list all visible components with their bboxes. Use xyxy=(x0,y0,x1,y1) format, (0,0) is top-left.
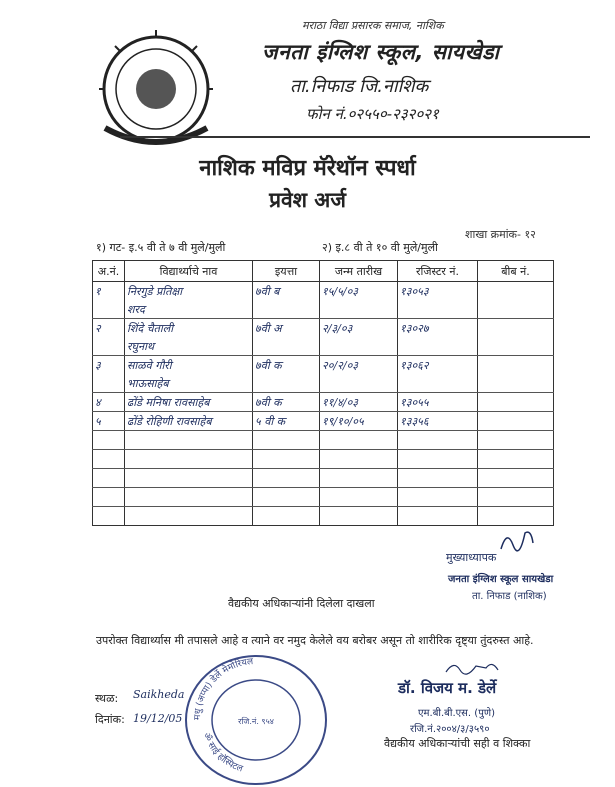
doctor-name: डॉ. विजय म. डेर्ले xyxy=(398,679,497,697)
table-header: विद्यार्थ्याचे नाव xyxy=(125,261,253,282)
date-value: 19/12/05 xyxy=(133,712,183,725)
table-cell: ११/४/०३ xyxy=(320,393,398,412)
headmaster-signature xyxy=(497,525,537,555)
table-cell xyxy=(478,393,554,412)
table-cell xyxy=(478,300,554,319)
table-cell: १ xyxy=(93,282,125,301)
svg-text:मधु (अप्पा) डेर्ले मेमोरियल: मधु (अप्पा) डेर्ले मेमोरियल xyxy=(192,657,254,721)
table-cell: ५ xyxy=(93,412,125,431)
header-divider xyxy=(120,136,590,138)
table-cell: ७वी अ xyxy=(253,319,320,338)
group-one: १) गट- इ.५ वी ते ७ वी मुले/मुली xyxy=(96,241,226,254)
table-cell xyxy=(398,450,478,469)
table-cell xyxy=(125,469,253,488)
table-header: जन्म तारीख xyxy=(320,261,398,282)
table-cell xyxy=(478,507,554,526)
table-header: अ.नं. xyxy=(93,261,125,282)
table-cell xyxy=(320,374,398,393)
table-row xyxy=(93,374,554,393)
doctor-registration: रजि.नं.२००४/३/३५९० xyxy=(410,724,490,735)
school-name: जनता इंग्लिश स्कूल, सायखेडा xyxy=(262,40,500,64)
medical-heading: वैद्यकीय अधिकाऱ्यांनी दिलेला दाखला xyxy=(228,597,375,610)
table-cell xyxy=(253,374,320,393)
table-cell: १९/१०/०५ xyxy=(320,412,398,431)
table-row xyxy=(93,412,554,431)
table-cell xyxy=(320,488,398,507)
table-cell xyxy=(478,282,554,301)
table-cell xyxy=(478,374,554,393)
headmaster-school: जनता इंग्लिश स्कूल सायखेडा xyxy=(448,574,554,585)
table-row xyxy=(93,356,554,375)
branch-code: शाखा क्रमांक- १२ xyxy=(465,228,536,241)
place-value: Saikheda xyxy=(133,688,185,701)
school-logo xyxy=(95,28,217,150)
table-row xyxy=(93,507,554,526)
table-row xyxy=(93,431,554,450)
table-row xyxy=(93,282,554,301)
table-cell xyxy=(398,507,478,526)
table-header: रजिस्टर नं. xyxy=(398,261,478,282)
table-cell xyxy=(398,300,478,319)
table-cell xyxy=(93,300,125,319)
table-cell xyxy=(125,507,253,526)
table-row xyxy=(93,319,554,338)
school-phone: फोन नं.०२५५०-२३२०२१ xyxy=(306,105,439,123)
table-cell xyxy=(478,488,554,507)
table-cell xyxy=(93,488,125,507)
table-cell xyxy=(253,507,320,526)
signature-caption: वैद्यकीय अधिकाऱ्यांची सही व शिक्का xyxy=(384,737,531,750)
table-row xyxy=(93,337,554,356)
doctor-degree: एम.बी.बी.एस. (पुणे) xyxy=(418,708,496,719)
table-cell: शिंदे चैताली xyxy=(125,319,253,338)
table-cell xyxy=(93,507,125,526)
table-cell: २/३/०३ xyxy=(320,319,398,338)
table-cell xyxy=(253,450,320,469)
svg-text:ॐ साई हॉस्पिटल: ॐ साई हॉस्पिटल xyxy=(201,731,244,775)
table-cell: ७वी क xyxy=(253,356,320,375)
table-cell: ३ xyxy=(93,356,125,375)
date-label: दिनांक: xyxy=(95,713,125,726)
table-row xyxy=(93,469,554,488)
organization-name: मराठा विद्या प्रसारक समाज, नाशिक xyxy=(302,19,444,32)
table-cell: निरगुडे प्रतिक्षा xyxy=(125,282,253,301)
table-cell xyxy=(125,450,253,469)
table-cell xyxy=(320,300,398,319)
school-place: ता.निफाड जि.नाशिक xyxy=(290,76,429,97)
table-row xyxy=(93,488,554,507)
table-cell: १३०५३ xyxy=(398,282,478,301)
table-row xyxy=(93,393,554,412)
table-cell xyxy=(253,488,320,507)
table-cell: रघुनाथ xyxy=(125,337,253,356)
table-cell xyxy=(253,337,320,356)
table-cell: शरद xyxy=(125,300,253,319)
table-cell xyxy=(478,431,554,450)
table-cell xyxy=(478,450,554,469)
table-cell xyxy=(478,356,554,375)
table-cell: १३०२७ xyxy=(398,319,478,338)
table-cell xyxy=(398,431,478,450)
table-cell: १३०६२ xyxy=(398,356,478,375)
table-cell xyxy=(93,450,125,469)
form-subtitle: प्रवेश अर्ज xyxy=(269,188,346,212)
svg-text:रजि.नं. ९५४: रजि.नं. ९५४ xyxy=(238,717,274,726)
table-cell: ढोंडे रोहिणी रावसाहेब xyxy=(125,412,253,431)
headmaster-title: मुख्याध्यापक xyxy=(446,551,497,564)
table-cell xyxy=(93,469,125,488)
table-header: इयत्ता xyxy=(253,261,320,282)
table-cell xyxy=(320,469,398,488)
table-cell: ढोंडे मनिषा रावसाहेब xyxy=(125,393,253,412)
group-two: २) इ.८ वी ते १० वी मुले/मुली xyxy=(322,241,438,254)
table-cell xyxy=(398,488,478,507)
table-cell xyxy=(478,337,554,356)
table-cell xyxy=(320,507,398,526)
table-row xyxy=(93,300,554,319)
table-cell xyxy=(478,412,554,431)
table-cell: १५/५/०३ xyxy=(320,282,398,301)
table-cell: ४ xyxy=(93,393,125,412)
table-cell xyxy=(320,431,398,450)
table-cell: १३३५६ xyxy=(398,412,478,431)
table-cell xyxy=(320,337,398,356)
doctor-signature xyxy=(442,656,502,678)
table-cell xyxy=(93,337,125,356)
table-cell xyxy=(478,469,554,488)
table-header: बीब नं. xyxy=(478,261,554,282)
table-cell: ५ वी क xyxy=(253,412,320,431)
table-cell xyxy=(398,374,478,393)
table-cell xyxy=(253,431,320,450)
table-cell: १३०५५ xyxy=(398,393,478,412)
place-label: स्थळ: xyxy=(95,692,119,705)
table-cell xyxy=(398,337,478,356)
table-cell: २०/२/०३ xyxy=(320,356,398,375)
table-cell: भाऊसाहेब xyxy=(125,374,253,393)
table-cell xyxy=(253,469,320,488)
table-cell xyxy=(320,450,398,469)
student-table xyxy=(92,260,554,526)
table-cell: ७वी ब xyxy=(253,282,320,301)
table-cell: ७वी क xyxy=(253,393,320,412)
table-cell xyxy=(93,374,125,393)
headmaster-place: ता. निफाड (नाशिक) xyxy=(472,591,547,602)
table-cell xyxy=(93,431,125,450)
table-cell xyxy=(253,300,320,319)
table-cell xyxy=(125,488,253,507)
table-cell: २ xyxy=(93,319,125,338)
table-cell xyxy=(478,319,554,338)
medical-certificate: उपरोक्त विद्यार्थ्यास मी तपासले आहे व त्याने वर नमुद केलेले वय बरोबर असून तो शारीरिक दृष्ट्या तुंदरुस्त आहे. xyxy=(96,634,534,647)
table-cell: साळवे गौरी xyxy=(125,356,253,375)
table-header-row xyxy=(93,261,554,282)
table-cell xyxy=(398,469,478,488)
table-cell xyxy=(125,431,253,450)
table-row xyxy=(93,450,554,469)
hospital-stamp xyxy=(180,650,332,787)
form-title: नाशिक मविप्र मॅरेथॉन स्पर्धा xyxy=(199,156,416,181)
